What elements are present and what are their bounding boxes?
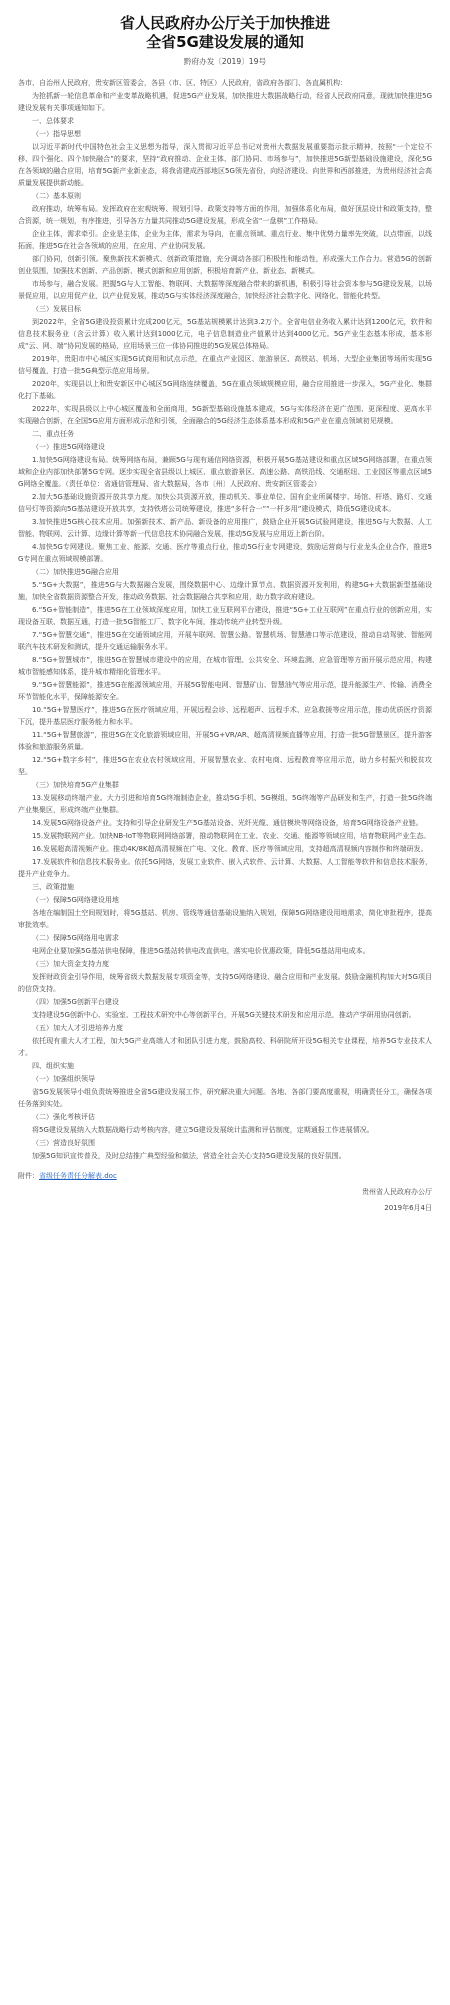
section-heading: （四）加强5G创新平台建设 [32,998,119,1006]
section-heading: （一）指导思想 [32,130,81,138]
title-line-1: 省人民政府办公厅关于加快推进 [119,14,330,32]
body-paragraph: 16.发展超高清视频产业。推动4K/8K超高清视频在广电、文化、教育、医疗等领域应用，支持超高清视频内容制作和终端研发。 [32,845,428,853]
body-paragraph: 14.发展5G网络设备产业。支持和引导企业研发生产5G基站设备、光纤光缆、通信模块等网络设备，培育5G网络设备产业链。 [32,819,423,827]
section-heading: （二）加快推进5G融合应用 [32,568,119,576]
body-paragraph: 将5G建设发展纳入大数据战略行动考核内容，建立5G建设发展统计监测和评估制度，定期通报工作进展情况。 [32,1126,374,1134]
section-heading: （一）加强组织领导 [32,1075,95,1083]
document-body [18,77,432,1162]
section-heading: 二、重点任务 [32,430,74,438]
section-heading: （二）保障5G网络用电需求 [32,934,119,942]
section-heading: 四、组织实施 [32,1062,74,1070]
body-paragraph: 10.“5G+智慧医疗”，推进5G在医疗领域应用，开展远程会诊、远程超声、远程手术、应急救援等应用示范，推动优质医疗资源下沉，提升基层医疗服务能力和水平。 [18,706,432,726]
body-paragraph: 9.“5G+智慧能源”，推进5G在能源领域应用，开展5G智能电网、智慧矿山、智慧油气等应用示范，提升能源生产、传输、消费全环节智能化水平，保障能源安全。 [18,681,432,701]
attachment-link[interactable]: 省级任务责任分解表.doc [39,1172,117,1180]
body-paragraph: 以习近平新时代中国特色社会主义思想为指导，深入贯彻习近平总书记对贵州大数据发展重要指示批示精神，按照“一个定位不移、四个强化、四个加快融合”的要求，坚持“政府推动、企业主体、部门协同、市场参与”，加快推进5G新型基础设施建设，深化5G在各领域的融合应用，培育5G新产业新业态，将我省建成西部地区5G领先省份，向经济建设、向世界和西部推进，为贵州经济社会高质量发展提供新动能。 [18,143,432,187]
body-paragraph: 2019年，贵阳市中心城区实现5G试商用和试点示范，在重点产业园区、旅游景区、高铁站、机场、大型企业集团等场所实现5G信号覆盖，打造一批5G典型示范应用场景。 [18,355,432,375]
body-paragraph: 各市、自治州人民政府，贵安新区管委会，各县（市、区、特区）人民政府，省政府各部门、各直属机构： [18,79,347,87]
body-paragraph: 2020年，实现县以上和贵安新区中心城区5G网络连续覆盖，5G在重点领域规模应用，融合应用推进一步深入，5G产业化、集群化打下基础。 [18,380,432,400]
body-paragraph: 6.“5G+智能制造”，推进5G在工业领域深度应用，加快工业互联网平台建设，推进“5G+工业互联网”在重点行业的创新应用，实现设备互联、数据互通，打造一批5G智能工厂、数字化车间，推动传统产业转型升级。 [18,606,432,626]
body-paragraph: 12.“5G+数字乡村”，推进5G在农业农村领域应用，开展智慧农业、农村电商、远程教育等应用示范，助力乡村振兴和脱贫攻坚。 [18,756,432,776]
signature-date: 2019年6月4日 [384,1204,432,1212]
section-heading: （一）推进5G网络建设 [32,443,105,451]
section-heading: （一）保障5G网络建设用地 [32,896,119,904]
body-paragraph: 2022年，实现县级以上中心城区覆盖和全面商用，5G新型基础设施基本建成，5G与实体经济在更广范围、更深程度、更高水平实现融合创新，在全国5G应用方面形成示范和引领，全面融合的5G经济生态体系基本形成和5G产业在重点领域初见规模。 [18,405,432,425]
body-paragraph: 11.“5G+智慧旅游”，推进5G在文化旅游领域应用，开展5G+VR/AR、超高清视频直播等应用，打造一批5G智慧景区，提升游客体验和旅游服务质量。 [18,731,432,751]
body-paragraph: 13.发展移动终端产业。大力引进和培育5G终端制造企业，推动5G手机、5G模组、5G终端等产品研发和生产，打造一批5G终端产业集聚区，形成终端产业集群。 [18,794,432,814]
body-paragraph: 电网企业要加强5G基站供电保障，推进5G基站转供电改直供电，落实电价优惠政策，降低5G基站用电成本。 [32,947,370,955]
body-paragraph: 1.加快5G网络建设布局。统筹网络布局，兼顾5G与现有通信网络资源，积极开展5G基站建设和重点区域5G网络部署，在重点领域和企业内部加快部署5G专网。逐步实现全省县级以上城区、重点旅游景区、高速公路、高铁沿线、交通枢纽、工业园区等重点区域5G网络全覆盖。（责任单位：省通信管理局、省大数据局，各市〔州〕人民政府、贵安新区管委会） [18,456,432,488]
body-paragraph: 4.加快5G专网建设。聚焦工业、能源、交通、医疗等重点行业，推动5G行业专网建设，鼓励运营商与行业龙头企业合作，推进5G专网在重点领域规模部署。 [18,543,432,563]
body-paragraph: 发挥财政资金引导作用，统筹省级大数据发展专项资金等，支持5G网络建设、融合应用和产业发展。鼓励金融机构加大对5G项目的信贷支持。 [18,973,432,993]
section-heading: （三）营造良好氛围 [32,1139,95,1147]
body-paragraph: 2.加大5G基础设施资源开放共享力度。加快公共资源开放，推动机关、事业单位、国有企业所属楼宇、场馆、杆塔、路灯、交通信号灯等资源向5G基站建设开放共享，支持铁塔公司统筹建设，推进“多杆合一”“一杆多用”建设模式，降低5G建设成本。 [18,493,432,513]
attachment-prefix: 附件： [18,1172,39,1180]
section-heading: （三）加快培育5G产业集群 [32,781,119,789]
body-paragraph: 依托现有重大人才工程，加大5G产业高端人才和团队引进力度，鼓励高校、科研院所开设5G相关专业课程，培养5G专业技术人才。 [18,1037,432,1057]
body-paragraph: 政府推动，统筹布局。发挥政府在宏观统筹、规划引导、政策支持等方面的作用，加强体系化布局，做好顶层设计和政策支持，整合资源，统一规划，有序推进，引导各方力量共同推动5G建设发展，形成全省“一盘棋”工作格局。 [18,205,432,225]
body-paragraph: 为抢抓新一轮信息革命和产业变革战略机遇，促进5G产业发展，加快推进大数据战略行动，经省人民政府同意，现就加快推进5G建设发展有关事项通知如下。 [18,92,432,112]
body-paragraph: 支持建设5G创新中心、实验室、工程技术研究中心等创新平台，开展5G关键技术研发和应用示范，推动产学研用协同创新。 [32,1011,416,1019]
body-paragraph: 8.“5G+智慧城市”，推进5G在智慧城市建设中的应用，在城市管理、公共安全、环境监测、应急管理等方面开展示范应用，构建城市智能感知体系，提升城市精细化管理水平。 [18,656,432,676]
body-paragraph: 市场参与，融合发展。把握5G与人工智能、物联网、大数据等深度融合带来的新机遇，积极引导社会资本参与5G建设发展，以场景促应用，以应用促产业，以产业促发展，推动5G与实体经济深度融合，加快经济社会数字化、网络化、智能化转型。 [18,280,432,300]
body-paragraph: 各地在编制国土空间规划时，将5G基站、机房、管线等通信基础设施纳入规划，保障5G网络建设用地需求，简化审批程序，提高审批效率。 [18,909,432,929]
body-paragraph: 17.发展软件和信息技术服务业。依托5G网络，发展工业软件、嵌入式软件、云计算、大数据、人工智能等软件和信息技术服务，提升产业竞争力。 [18,858,432,878]
section-heading: （五）加大人才引进培养力度 [32,1024,123,1032]
section-heading: （二）强化考核评估 [32,1113,95,1121]
section-heading: （三）发展目标 [32,305,81,313]
body-paragraph: 7.“5G+智慧交通”，推进5G在交通领域应用，开展车联网、智慧公路、智慧机场、智慧港口等示范建设，推动自动驾驶、智能网联汽车技术研发和测试，提升交通运输服务水平。 [18,631,432,651]
body-paragraph: 部门协同，创新引领。聚焦新技术新模式、创新政策措施，充分调动各部门积极性和能动性，形成强大工作合力。营造5G的创新创业氛围，加强技术创新、产品创新、模式创新和应用创新，积极培育新产业、新业态、新模式。 [18,255,432,275]
body-paragraph: 加强5G知识宣传普及，及时总结推广典型经验和做法，营造全社会关心支持5G建设发展的良好氛围。 [32,1152,346,1160]
section-heading: （二）基本原则 [32,192,81,200]
attachment-line [18,1170,432,1182]
body-paragraph: 省5G发展领导小组负责统筹推进全省5G建设发展工作，研究解决重大问题。各地、各部门要高度重视，明确责任分工，确保各项任务落到实处。 [18,1088,432,1108]
body-paragraph: 到2022年，全省5G建设投资累计完成200亿元，5G基站规模累计达到3.2万个。全省电信业务收入累计达到1200亿元，软件和信息技术服务业（含云计算）收入累计达到1000亿元，电子信息制造业产值累计达到4000亿元。5G产业生态基本形成，基本形成“云、网、端”协同发展的格局，应用场景三位一体协同推进的5G发展总体格局。 [18,318,432,350]
body-paragraph: 5.“5G+大数据”，推进5G与大数据融合发展，围绕数据中心、边缘计算节点、数据资源开发利用，构建5G+大数据新型基础设施，加快全省数据资源整合开发，推动政务数据、社会数据融合共享和应用，助力数字政府建设。 [18,581,432,601]
body-paragraph: 企业主体，需求牵引。企业是主体，企业为主体，需求为导向，在重点领域、重点行业、集中优势力量率先突破，以点带面，以线拓面，推进5G在社会各领域的应用，在应用、产业协同发展。 [18,230,432,250]
section-heading: 一、总体要求 [32,117,74,125]
body-paragraph: 3.加快推进5G核心技术应用。加强新技术、新产品、新设备的应用推广，鼓励企业开展5G试验网建设，推进5G与大数据、人工智能、物联网、云计算、边缘计算等新一代信息技术协同融合发展，推动5G发展与应用迈上新台阶。 [18,518,432,538]
document-title [18,14,432,52]
title-line-2: 全省5G建设发展的通知 [146,33,304,51]
document-number: 黔府办发〔2019〕19号 [183,57,267,66]
section-heading: （三）加大资金支持力度 [32,960,109,968]
signature-org: 贵州省人民政府办公厅 [362,1188,432,1196]
body-paragraph: 15.发展物联网产业。加快NB-IoT等物联网网络部署，推动物联网在工业、农业、交通、能源等领域应用，培育物联网产业生态。 [32,832,431,840]
section-heading: 三、政策措施 [32,883,74,891]
